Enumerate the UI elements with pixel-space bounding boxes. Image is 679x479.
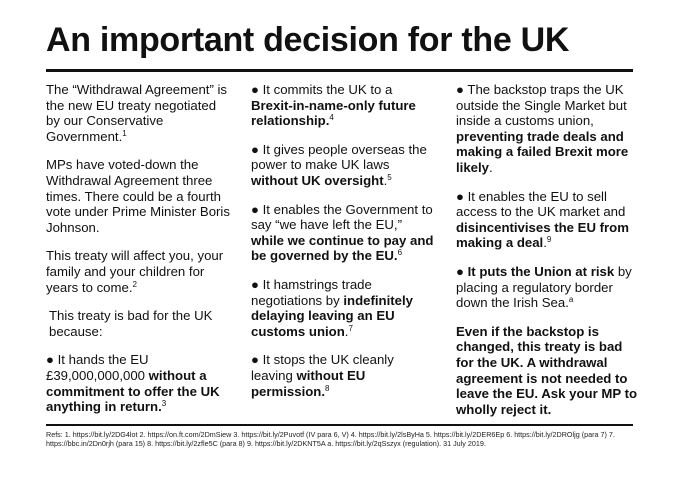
footnote-ref: 3 xyxy=(161,399,167,409)
bottom-divider xyxy=(46,424,633,426)
footnote-ref: 8 xyxy=(325,383,330,393)
bullet-market-post: . xyxy=(543,235,547,251)
bullet-brino-text: ● It commits the UK to a xyxy=(251,82,393,97)
references: Refs: 1. https://bit.ly/2DG4lot 2. https://on.ft.com/2DmSiew 3. https://bit.ly/2Puvotf (IV para 6, V) 4. https://bit.ly/2lsByHa 5. https://bit.ly/2DER6Ep 6. https://bit.ly/2DROljg (para 7) 7. https://bbc.in/2Dn0rjh (para 15) 8. https://bit.ly/2zfle5C (para 8) 9. https://bit.ly/2DKNT5A a. https://bit.ly/2qSszyx (regulation). 31 July 2019. xyxy=(46,430,615,449)
bullet-governed-bold: while we continue to pay and be governed by the EU. xyxy=(251,232,434,264)
bullet-market-text: ● It enables the EU to sell access to the UK market and xyxy=(456,188,626,220)
bullet-permission xyxy=(251,352,436,399)
bad-treaty-text: This treaty is bad for the UK because: xyxy=(49,308,213,339)
bullet-governed-text: ● It enables the Government to say “we have left the EU,” xyxy=(251,201,433,233)
bullet-union-bold: ● It puts the Union at risk xyxy=(456,263,615,279)
bullet-backstop-bold: preventing trade deals and making a failed Brexit more likely xyxy=(456,128,629,175)
votes-paragraph xyxy=(46,157,231,235)
bullet-permission-text: ● It stops the UK cleanly leaving xyxy=(251,352,394,383)
closing-paragraph xyxy=(456,324,641,418)
votes-text: MPs have voted-down the Withdrawal Agreement three times. There could be a fourth vote under Prime Minister Boris Johnson. xyxy=(46,157,230,235)
bullet-brino xyxy=(251,82,436,129)
bullet-backstop-post: . xyxy=(489,159,493,175)
footnote-ref: 7 xyxy=(348,323,353,333)
page-title: An important decision for the UK xyxy=(46,21,570,59)
footnote-ref: 5 xyxy=(387,172,392,182)
column-2 xyxy=(251,82,436,412)
bullet-oversight-bold: without UK oversight xyxy=(251,172,384,188)
impact-text: This treaty will affect you, your family and your children for years to come. xyxy=(46,248,224,295)
bad-treaty-paragraph xyxy=(46,308,231,339)
footnote-ref: 9 xyxy=(546,235,552,245)
bullet-money-bold: without a commitment to offer the UK anything in return. xyxy=(46,367,220,415)
bullet-trade xyxy=(251,277,436,339)
bullet-permission-bold: without EU permission. xyxy=(251,367,366,399)
intro-text: The “Withdrawal Agreement” is the new EU treaty negotiated by our Conservative Government. xyxy=(46,82,228,144)
intro-paragraph xyxy=(46,82,231,144)
bullet-backstop xyxy=(456,82,641,176)
bullet-market-bold: disincentivises the EU from making a deal xyxy=(456,219,629,251)
bullet-union xyxy=(456,264,641,311)
impact-paragraph xyxy=(46,248,231,295)
bullet-money xyxy=(46,352,231,414)
footnote-ref: 2 xyxy=(132,279,137,289)
footnote-ref: a xyxy=(568,295,574,305)
closing-text: Even if the backstop is changed, this treaty is bad for the UK. A withdrawal agreement is not needed to leave the EU. Ask your MP to wholly reject it. xyxy=(456,323,638,417)
bullet-brino-bold: Brexit-in-name-only future relationship. xyxy=(251,97,416,129)
footnote-ref: 1 xyxy=(122,128,127,138)
bullet-governed xyxy=(251,202,436,264)
bullet-oversight xyxy=(251,142,436,189)
footnote-ref: 6 xyxy=(397,248,403,258)
bullet-trade-bold: indefinitely delaying leaving an EU customs union xyxy=(251,292,413,339)
footnote-ref: 4 xyxy=(329,113,334,123)
bullet-union-text: by placing a regulatory border down the Irish Sea. xyxy=(456,263,632,311)
bullet-money-text: ● It hands the EU £39,000,000,000 xyxy=(46,352,149,383)
bullet-oversight-post: . xyxy=(383,172,388,188)
column-3 xyxy=(456,82,641,430)
bullet-backstop-text: ● The backstop traps the UK outside the Single Market but inside a customs union, xyxy=(456,82,627,129)
column-1 xyxy=(46,82,231,428)
bullet-trade-post: . xyxy=(344,323,349,339)
bullet-trade-text: ● It hamstrings trade negotiations by xyxy=(251,276,372,308)
bullet-oversight-text: ● It gives people overseas the power to make UK laws xyxy=(251,141,427,173)
bullet-market xyxy=(456,189,641,251)
top-divider xyxy=(46,69,633,72)
